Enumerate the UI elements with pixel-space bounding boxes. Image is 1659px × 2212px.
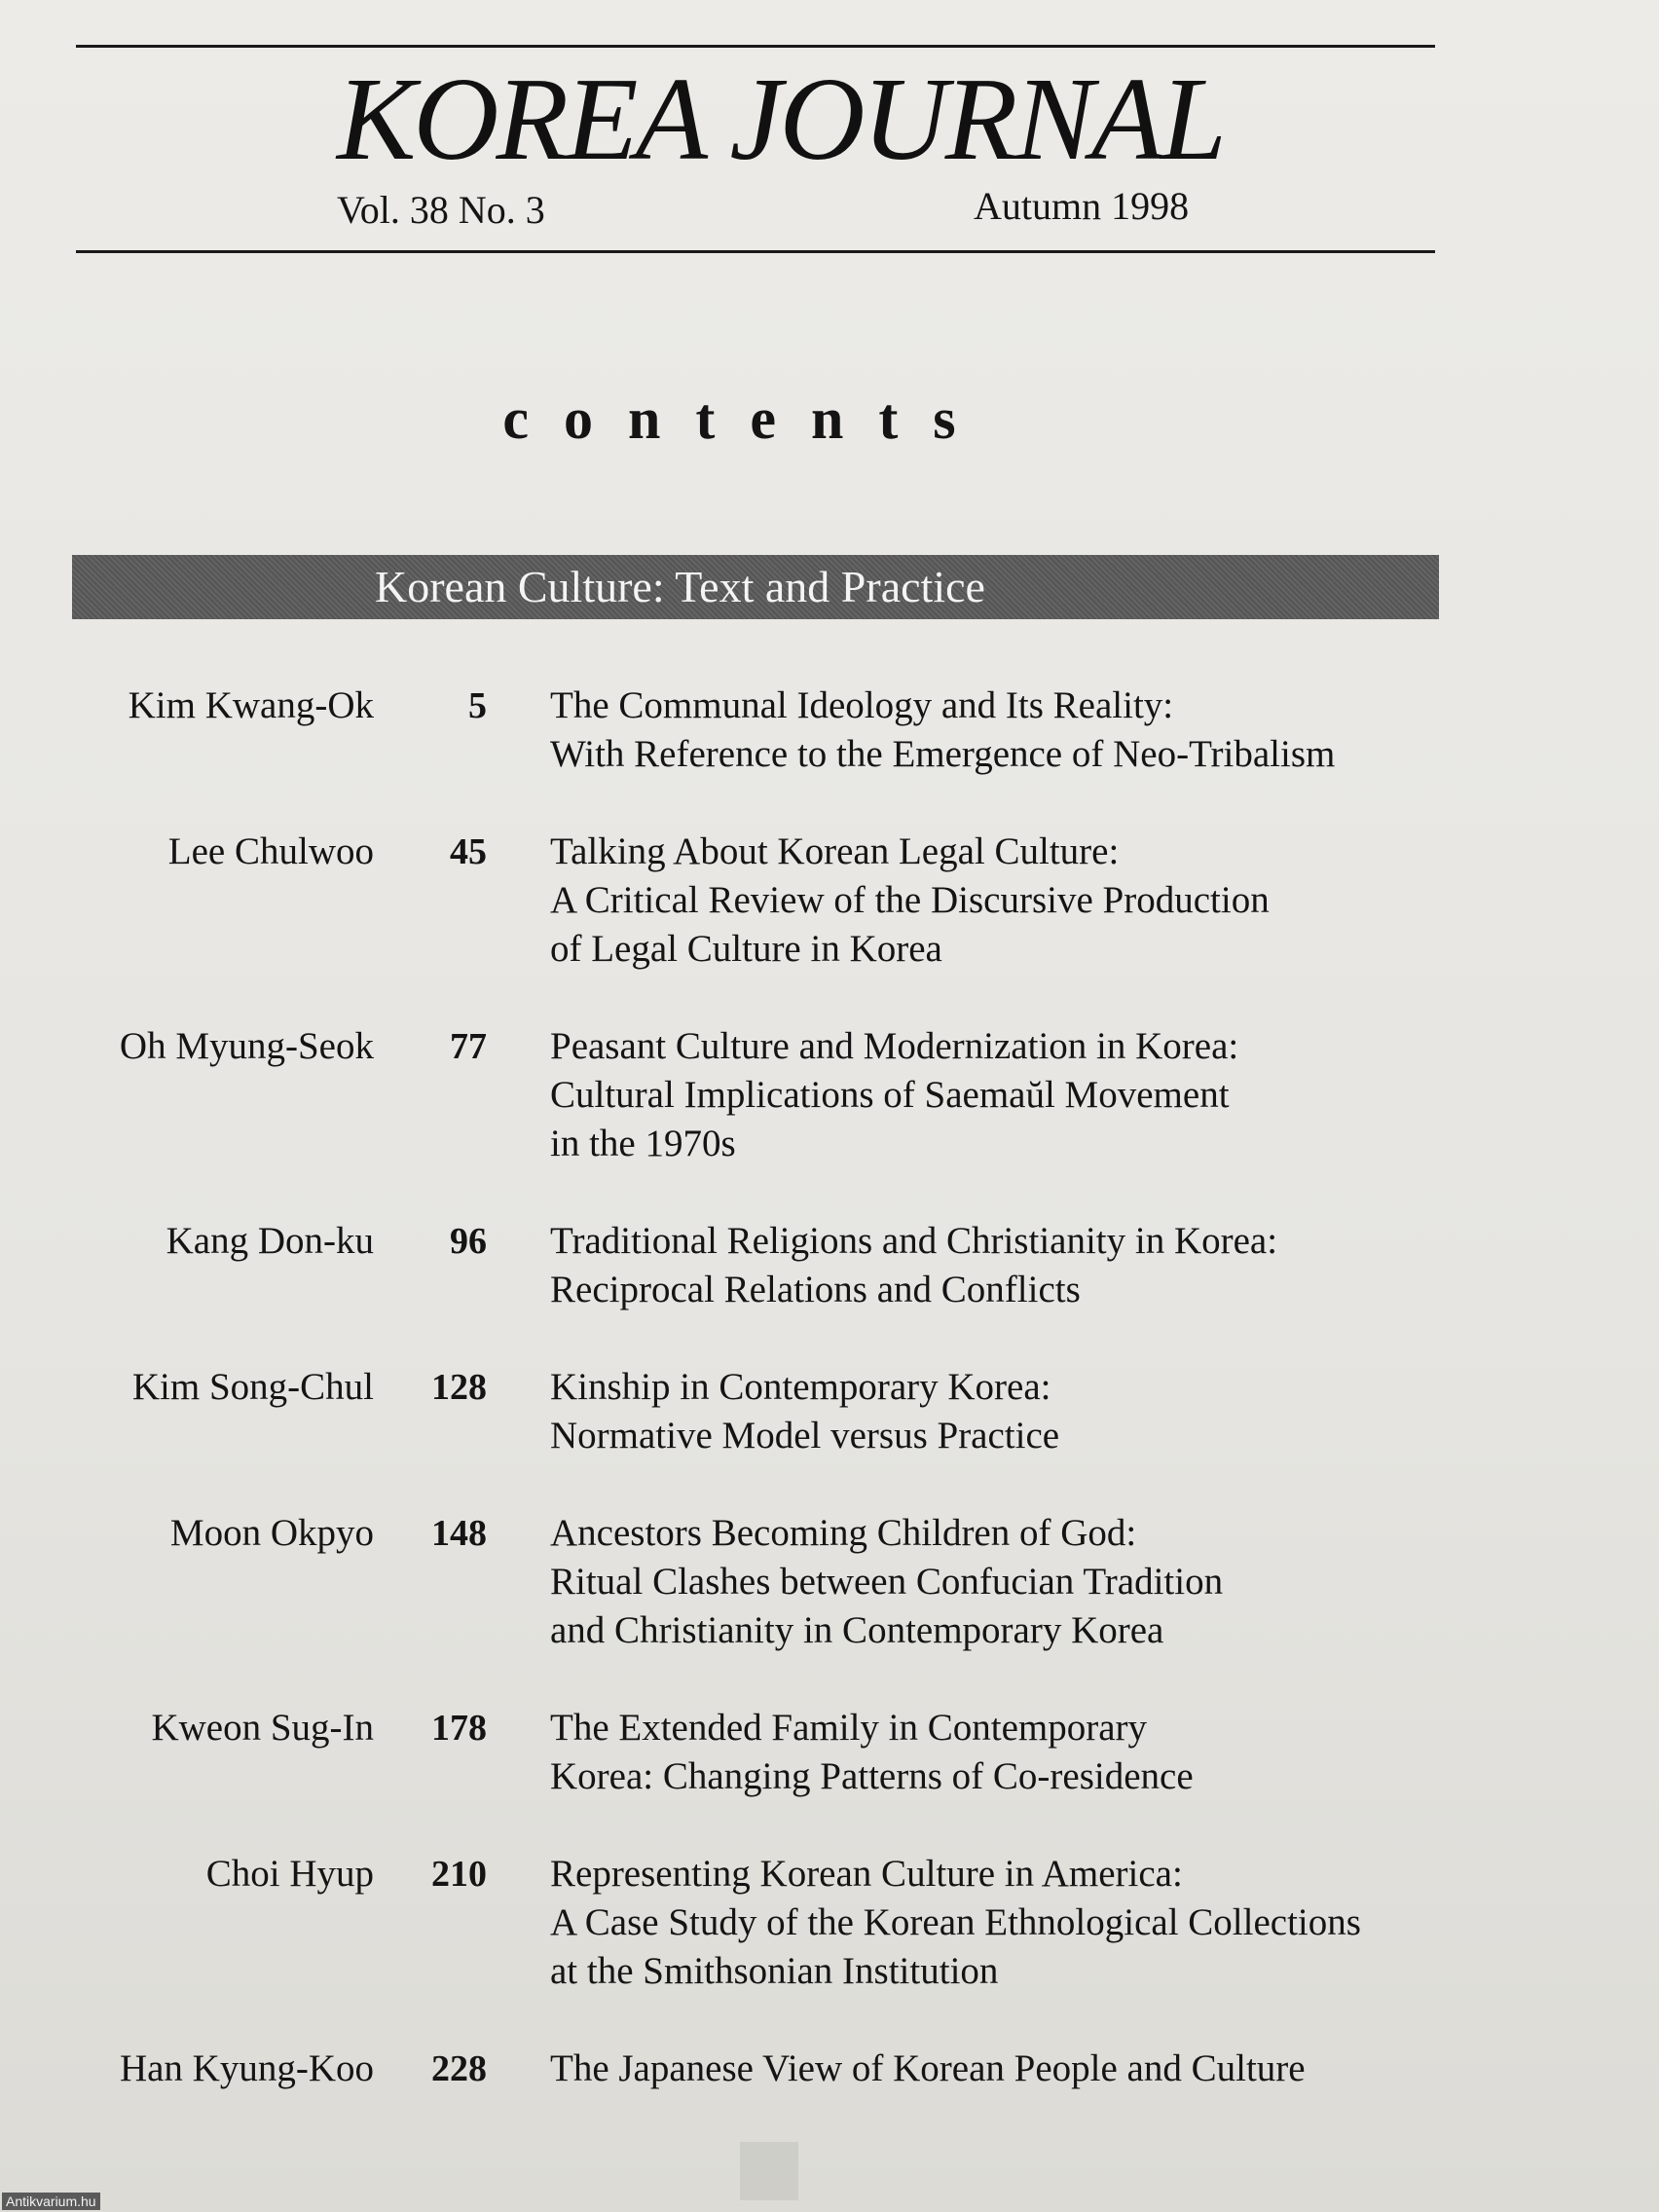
contents-heading: contents (502, 387, 991, 451)
toc-page-number: 45 (450, 831, 487, 872)
toc-title-line: Peasant Culture and Modernization in Korea: (550, 1025, 1239, 1067)
masthead-top-rule (76, 45, 1435, 48)
toc-title-line: A Case Study of the Korean Ethnological Collections (550, 1901, 1361, 1943)
volume-number: Vol. 38 No. 3 (337, 188, 545, 232)
toc-author: Oh Myung-Seok (119, 1025, 374, 1067)
toc-article-title (550, 1850, 1361, 1996)
toc-title-line: The Extended Family in Contemporary (550, 1707, 1148, 1749)
toc-title-line: With Reference to the Emergence of Neo-Tribalism (550, 733, 1336, 775)
section-title: Korean Culture: Text and Practice (375, 562, 985, 611)
toc-article-title (550, 1363, 1059, 1460)
toc-author: Choi Hyup (205, 1853, 374, 1895)
toc-article-title (550, 1217, 1277, 1314)
toc-article-title (550, 2045, 1306, 2093)
toc-title-line: Ancestors Becoming Children of God: (550, 1512, 1137, 1554)
toc-title-line: Kinship in Contemporary Korea: (550, 1366, 1051, 1408)
toc-title-line: at the Smithsonian Institution (550, 1950, 999, 1992)
watermark: Antikvarium.hu (2, 2193, 100, 2210)
toc-author: Kweon Sug-In (151, 1707, 374, 1749)
toc-page-number: 77 (450, 1026, 487, 1067)
toc-title-line: Korea: Changing Patterns of Co-residence (550, 1755, 1194, 1797)
toc-title-line: A Critical Review of the Discursive Production (550, 879, 1270, 921)
toc-article-title (550, 682, 1335, 779)
toc-title-line: Reciprocal Relations and Conflicts (550, 1269, 1081, 1310)
toc-page-number: 228 (431, 2048, 487, 2089)
toc-author: Lee Chulwoo (167, 830, 374, 872)
toc-article-title (550, 1704, 1194, 1801)
toc-author: Kang Don-ku (166, 1220, 374, 1262)
toc-title-line: Ritual Clashes between Confucian Tradition (550, 1561, 1224, 1603)
toc-author: Han Kyung-Koo (119, 2047, 374, 2089)
toc-title-line: Talking About Korean Legal Culture: (550, 830, 1120, 872)
toc-title-line: Cultural Implications of Saemaŭl Movement (550, 1074, 1230, 1116)
toc-page-number: 178 (431, 1708, 487, 1749)
toc-title-line: in the 1970s (550, 1123, 736, 1164)
toc-author: Moon Okpyo (169, 1512, 374, 1554)
toc-article-title (550, 1022, 1238, 1168)
toc-title-line: Representing Korean Culture in America: (550, 1853, 1183, 1895)
toc-page-number: 5 (468, 685, 487, 726)
toc-title-line: and Christianity in Contemporary Korea (550, 1609, 1164, 1651)
toc-article-title (550, 1509, 1223, 1655)
issue-season: Autumn 1998 (974, 184, 1190, 228)
publisher-logo (740, 2142, 798, 2200)
toc-article-title (550, 828, 1270, 974)
toc-title-line: The Japanese View of Korean People and Culture (550, 2047, 1306, 2089)
toc-title-line: The Communal Ideology and Its Reality: (550, 684, 1174, 726)
journal-title: KOREA JOURNAL (337, 54, 1224, 185)
toc-page-number: 148 (431, 1513, 487, 1554)
toc-page-number: 96 (450, 1221, 487, 1262)
toc-author: Kim Kwang-Ok (128, 684, 374, 726)
toc-title-line: Normative Model versus Practice (550, 1415, 1060, 1456)
toc-title-line: Traditional Religions and Christianity in Korea: (550, 1220, 1278, 1262)
toc-page-number: 128 (431, 1367, 487, 1408)
toc-page-number: 210 (431, 1854, 487, 1895)
toc-author: Kim Song-Chul (131, 1366, 374, 1408)
toc-title-line: of Legal Culture in Korea (550, 928, 942, 970)
masthead-bottom-rule (76, 250, 1435, 253)
